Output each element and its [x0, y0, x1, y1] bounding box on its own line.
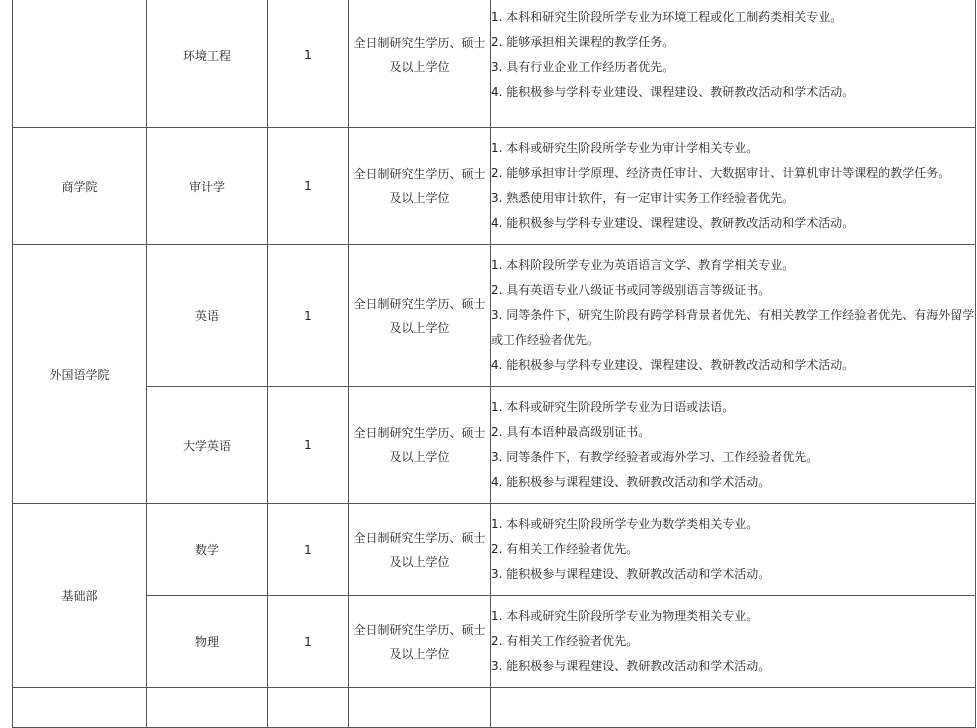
- count-cell: 1: [268, 387, 349, 504]
- requirement-item: 4. 能积极参与课程建设、教研教改活动和学术活动。: [491, 475, 771, 489]
- requirement-item: 3. 熟悉使用审计软件，有一定审计实务工作经验者优先。: [491, 191, 795, 205]
- education-line: 及以上学位: [389, 450, 450, 464]
- requirements-cell: [491, 504, 976, 596]
- requirements-cell: [491, 245, 976, 387]
- major-cell: [147, 688, 268, 728]
- education-line: 全日制研究生学历、硕士: [353, 296, 486, 311]
- education-cell: [349, 504, 491, 596]
- education-line: 及以上学位: [389, 554, 450, 569]
- education-line: 及以上学位: [389, 60, 450, 74]
- requirement-item: 1. 本科和研究生阶段所学专业为环境工程或化工制药类相关专业。: [491, 10, 843, 24]
- requirement-item: 4. 能积极参与学科专业建设、课程建设、教研教改活动和学术活动。: [491, 216, 855, 230]
- department-cell: [13, 0, 147, 128]
- requirement-item: 4. 能积极参与学科专业建设、课程建设、教研教改活动和学术活动。: [491, 85, 855, 99]
- education-line: 全日制研究生学历、硕士: [353, 167, 486, 181]
- requirement-item: 3. 同等条件下，研究生阶段有跨学科背景者优先、有相关教学工作经验者优先、有海外留学或工作经验者优先。: [491, 308, 975, 347]
- requirements-cell: [491, 596, 976, 688]
- count-cell: 1: [268, 504, 349, 596]
- table-row: [13, 128, 976, 245]
- requirement-item: 3. 能积极参与课程建设、教研教改活动和学术活动。: [491, 659, 771, 673]
- major-cell: 审计学: [147, 128, 268, 245]
- recruitment-table: [12, 0, 976, 728]
- major-cell: 英语: [147, 245, 268, 387]
- table-row: [13, 0, 976, 128]
- count-cell: 1: [268, 596, 349, 688]
- requirement-item: 2. 有相关工作经验者优先。: [491, 634, 639, 648]
- education-line: 全日制研究生学历、硕士: [353, 426, 486, 440]
- education-line: 全日制研究生学历、硕士: [353, 622, 486, 637]
- requirement-item: 4. 能积极参与学科专业建设、课程建设、教研教改活动和学术活动。: [491, 358, 855, 372]
- requirement-item: 1. 本科或研究生阶段所学专业为物理类相关专业。: [491, 609, 759, 623]
- education-cell: [349, 245, 491, 387]
- requirement-item: 3. 同等条件下，有教学经验者或海外学习、工作经验者优先。: [491, 450, 819, 464]
- requirement-item: 2. 能够承担相关课程的教学任务。: [491, 35, 675, 49]
- requirement-item: 1. 本科或研究生阶段所学专业为数学类相关专业。: [491, 517, 759, 531]
- requirement-item: 1. 本科阶段所学专业为英语语言文学、教育学相关专业。: [491, 258, 795, 272]
- education-line: 及以上学位: [389, 191, 450, 205]
- major-cell: 环境工程: [147, 0, 268, 128]
- major-cell: 数学: [147, 504, 268, 596]
- department-cell: 商学院: [13, 128, 147, 245]
- requirements-cell: [491, 128, 976, 245]
- count-cell: 1: [268, 0, 349, 128]
- education-line: 全日制研究生学历、硕士: [353, 36, 486, 50]
- requirement-item: 1. 本科或研究生阶段所学专业为日语或法语。: [491, 400, 735, 414]
- requirement-item: 2. 能够承担审计学原理、经济责任审计、大数据审计、计算机审计等课程的教学任务。: [491, 166, 951, 180]
- requirement-item: 3. 能积极参与课程建设、教研教改活动和学术活动。: [491, 567, 771, 581]
- education-line: 及以上学位: [389, 646, 450, 661]
- count-cell: 1: [268, 128, 349, 245]
- table-row: [13, 504, 976, 596]
- department-cell: [13, 688, 147, 728]
- requirement-item: 3. 具有行业企业工作经历者优先。: [491, 60, 675, 74]
- table-row: [13, 387, 976, 504]
- count-cell: 1: [268, 245, 349, 387]
- major-cell: 大学英语: [147, 387, 268, 504]
- table-row: [13, 245, 976, 387]
- count-cell: [268, 688, 349, 728]
- education-cell: [349, 688, 491, 728]
- requirement-item: 2. 具有本语种最高级别证书。: [491, 425, 651, 439]
- requirement-item: 2. 具有英语专业八级证书或同等级别语言等级证书。: [491, 283, 771, 297]
- major-cell: 物理: [147, 596, 268, 688]
- education-line: 全日制研究生学历、硕士: [353, 530, 486, 545]
- requirements-cell: [491, 0, 976, 128]
- education-cell: [349, 387, 491, 504]
- requirements-cell: [491, 688, 976, 728]
- education-cell: [349, 596, 491, 688]
- education-line: 及以上学位: [389, 320, 450, 335]
- department-cell: 外国语学院: [13, 245, 147, 504]
- table-row: [13, 688, 976, 728]
- table-row: [13, 596, 976, 688]
- department-cell: 基础部: [13, 504, 147, 688]
- requirement-item: 1. 本科或研究生阶段所学专业为审计学相关专业。: [491, 141, 759, 155]
- requirement-item: 2. 有相关工作经验者优先。: [491, 542, 639, 556]
- education-cell: [349, 128, 491, 245]
- requirements-cell: [491, 387, 976, 504]
- education-cell: [349, 0, 491, 128]
